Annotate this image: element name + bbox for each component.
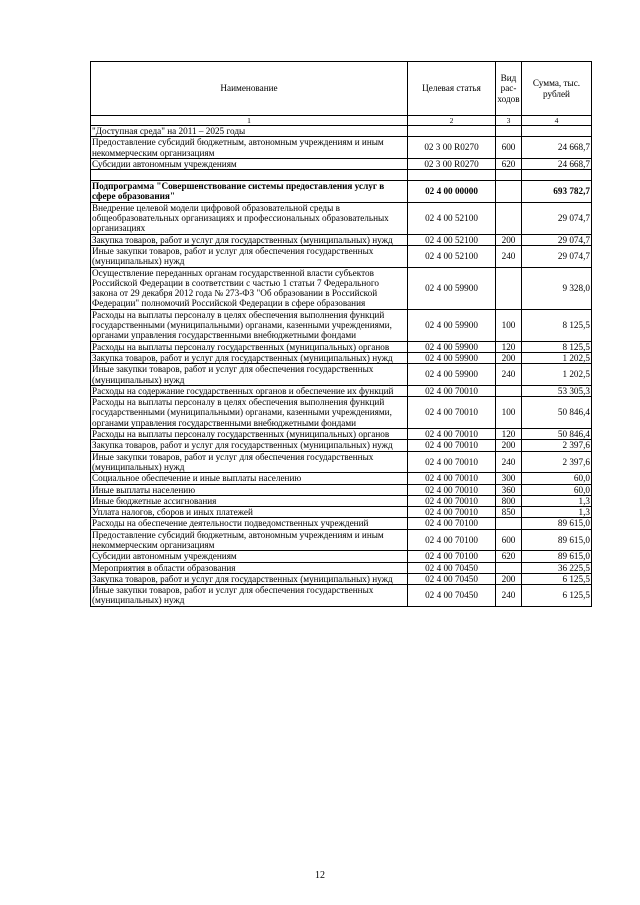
- row-expense-kind: 240: [496, 585, 522, 607]
- row-target-code: 02 4 00 70010: [408, 440, 496, 451]
- row-expense-kind: [496, 385, 522, 396]
- row-target-code: [408, 170, 496, 181]
- row-sum: 36 225,5: [522, 562, 592, 573]
- row-sum: 24 668,7: [522, 137, 592, 159]
- row-expense-kind: [496, 202, 522, 234]
- row-expense-kind: [496, 181, 522, 203]
- row-target-code: 02 4 00 70100: [408, 518, 496, 529]
- row-target-code: 02 4 00 70010: [408, 397, 496, 429]
- row-target-code: 02 4 00 52100: [408, 234, 496, 245]
- row-name: Предоставление субсидий бюджетным, автономным учреждениям и иным некоммерческим организациям: [91, 529, 408, 551]
- table-row: [91, 181, 592, 203]
- row-name: Иные закупки товаров, работ и услуг для обеспечения государственных (муниципальных) нужд: [91, 585, 408, 607]
- row-name: Расходы на выплаты персоналу в целях обеспечения выполнения функций государственными (муниципальными) органами, казенными учреждениями, органами управления государственными внебюджетными фондами: [91, 397, 408, 429]
- row-name: Мероприятия в области образования: [91, 562, 408, 573]
- row-target-code: [408, 126, 496, 137]
- budget-table: [90, 61, 592, 607]
- row-target-code: 02 4 00 59900: [408, 364, 496, 386]
- table-row: [91, 451, 592, 473]
- table-row: [91, 352, 592, 363]
- header-sum: Сумма, тыс. рублей: [522, 62, 592, 116]
- row-sum: 8 125,5: [522, 309, 592, 341]
- row-expense-kind: 200: [496, 440, 522, 451]
- row-expense-kind: [496, 267, 522, 309]
- row-name: Расходы на содержание государственных органов и обеспечение их функций: [91, 385, 408, 396]
- table-row: [91, 473, 592, 484]
- table-row: [91, 126, 592, 137]
- table-row: [91, 385, 592, 396]
- row-target-code: 02 4 00 52100: [408, 202, 496, 234]
- row-target-code: 02 4 00 70450: [408, 585, 496, 607]
- table-row: [91, 137, 592, 159]
- row-target-code: 02 4 00 70100: [408, 529, 496, 551]
- row-name: Расходы на выплаты персоналу государственных (муниципальных) органов: [91, 341, 408, 352]
- row-name: Внедрение целевой модели цифровой образовательной среды в общеобразовательных организациях и профессиональных образовательных организациях: [91, 202, 408, 234]
- row-sum: 50 846,4: [522, 429, 592, 440]
- row-sum: 6 125,5: [522, 573, 592, 584]
- table-row: [91, 267, 592, 309]
- table-row: [91, 202, 592, 234]
- column-number: 3: [496, 116, 522, 126]
- row-sum: 2 397,6: [522, 451, 592, 473]
- row-sum: 1 202,5: [522, 364, 592, 386]
- column-number-row: [91, 116, 592, 126]
- row-expense-kind: 360: [496, 484, 522, 495]
- row-sum: 1,3: [522, 495, 592, 506]
- row-sum: 89 615,0: [522, 518, 592, 529]
- row-sum: 6 125,5: [522, 585, 592, 607]
- table-row: [91, 529, 592, 551]
- row-name: Подпрограмма "Совершенствование системы предоставления услуг в сфере образования": [91, 181, 408, 203]
- header-name: Наименование: [91, 62, 408, 116]
- row-sum: 29 074,7: [522, 245, 592, 267]
- row-expense-kind: 200: [496, 234, 522, 245]
- table-row: [91, 495, 592, 506]
- row-sum: [522, 170, 592, 181]
- row-name: Закупка товаров, работ и услуг для государственных (муниципальных) нужд: [91, 234, 408, 245]
- table-row: [91, 551, 592, 562]
- row-expense-kind: 850: [496, 507, 522, 518]
- table-header-row: [91, 62, 592, 116]
- row-target-code: 02 4 00 59900: [408, 352, 496, 363]
- row-sum: 60,0: [522, 473, 592, 484]
- row-expense-kind: [496, 170, 522, 181]
- table-row: [91, 234, 592, 245]
- row-sum: [522, 126, 592, 137]
- row-expense-kind: 600: [496, 529, 522, 551]
- header-target: Целевая статья: [408, 62, 496, 116]
- table-row: [91, 397, 592, 429]
- row-name: Уплата налогов, сборов и иных платежей: [91, 507, 408, 518]
- table-row: [91, 341, 592, 352]
- row-target-code: 02 4 00 59900: [408, 267, 496, 309]
- table-row: [91, 245, 592, 267]
- row-sum: 9 328,0: [522, 267, 592, 309]
- row-sum: 50 846,4: [522, 397, 592, 429]
- column-number: 1: [91, 116, 408, 126]
- row-expense-kind: 240: [496, 245, 522, 267]
- row-name: Закупка товаров, работ и услуг для государственных (муниципальных) нужд: [91, 440, 408, 451]
- row-expense-kind: 620: [496, 551, 522, 562]
- row-sum: 89 615,0: [522, 551, 592, 562]
- row-target-code: 02 4 00 00000: [408, 181, 496, 203]
- row-name: Расходы на обеспечение деятельности подведомственных учреждений: [91, 518, 408, 529]
- row-name: Расходы на выплаты персоналу в целях обеспечения выполнения функций государственными (муниципальными) органами, казенными учреждениями, органами управления государственными внебюджетными фондами: [91, 309, 408, 341]
- table-row: [91, 484, 592, 495]
- row-name: Осуществление переданных органам государственной власти субъектов Российской Федерации в соответствии с частью 1 статьи 7 Федерального закона от 29 декабря 2012 года № 273-ФЗ "Об образовании в Российской Федерации" полномочий Российской Федерации в сфере образования: [91, 267, 408, 309]
- table-row: [91, 309, 592, 341]
- row-target-code: 02 4 00 70010: [408, 385, 496, 396]
- table-row: [91, 364, 592, 386]
- row-name: Иные закупки товаров, работ и услуг для обеспечения государственных (муниципальных) нужд: [91, 451, 408, 473]
- table-row: [91, 562, 592, 573]
- document-page: [90, 61, 591, 607]
- page-number: 12: [315, 870, 325, 881]
- row-sum: 2 397,6: [522, 440, 592, 451]
- row-target-code: 02 4 00 70010: [408, 451, 496, 473]
- row-target-code: 02 4 00 52100: [408, 245, 496, 267]
- row-sum: 24 668,7: [522, 158, 592, 169]
- row-name: Иные бюджетные ассигнования: [91, 495, 408, 506]
- row-name: Субсидии автономным учреждениям: [91, 551, 408, 562]
- row-name: "Доступная среда" на 2011 – 2025 годы: [91, 126, 408, 137]
- row-target-code: 02 3 00 R0270: [408, 137, 496, 159]
- row-expense-kind: [496, 562, 522, 573]
- row-expense-kind: [496, 126, 522, 137]
- table-row: [91, 573, 592, 584]
- table-body: [91, 126, 592, 607]
- row-target-code: 02 4 00 70010: [408, 484, 496, 495]
- row-name: Иные выплаты населению: [91, 484, 408, 495]
- row-target-code: 02 4 00 59900: [408, 309, 496, 341]
- row-name: Закупка товаров, работ и услуг для государственных (муниципальных) нужд: [91, 352, 408, 363]
- column-number: 4: [522, 116, 592, 126]
- table-row: [91, 158, 592, 169]
- row-expense-kind: 200: [496, 352, 522, 363]
- row-expense-kind: 240: [496, 364, 522, 386]
- row-target-code: 02 4 00 70010: [408, 507, 496, 518]
- row-expense-kind: 100: [496, 309, 522, 341]
- row-expense-kind: 800: [496, 495, 522, 506]
- table-row: [91, 518, 592, 529]
- row-name: Социальное обеспечение и иные выплаты населению: [91, 473, 408, 484]
- header-kind: Вид рас-ходов: [496, 62, 522, 116]
- table-row: [91, 585, 592, 607]
- row-sum: 89 615,0: [522, 529, 592, 551]
- table-row: [91, 507, 592, 518]
- row-name: Субсидии автономным учреждениям: [91, 158, 408, 169]
- row-sum: 53 305,3: [522, 385, 592, 396]
- table-row: [91, 170, 592, 181]
- table-row: [91, 440, 592, 451]
- row-target-code: 02 4 00 59900: [408, 341, 496, 352]
- row-target-code: 02 4 00 70450: [408, 562, 496, 573]
- row-target-code: 02 4 00 70010: [408, 429, 496, 440]
- row-expense-kind: [496, 518, 522, 529]
- row-target-code: 02 4 00 70010: [408, 495, 496, 506]
- row-target-code: 02 4 00 70450: [408, 573, 496, 584]
- row-name: Иные закупки товаров, работ и услуг для обеспечения государственных (муниципальных) нужд: [91, 245, 408, 267]
- row-name: [91, 170, 408, 181]
- row-expense-kind: 200: [496, 573, 522, 584]
- row-target-code: 02 4 00 70100: [408, 551, 496, 562]
- row-expense-kind: 620: [496, 158, 522, 169]
- row-sum: 693 782,7: [522, 181, 592, 203]
- table-row: [91, 429, 592, 440]
- column-number: 2: [408, 116, 496, 126]
- row-target-code: 02 4 00 70010: [408, 473, 496, 484]
- row-expense-kind: 120: [496, 341, 522, 352]
- row-target-code: 02 3 00 R0270: [408, 158, 496, 169]
- row-expense-kind: 120: [496, 429, 522, 440]
- row-name: Закупка товаров, работ и услуг для государственных (муниципальных) нужд: [91, 573, 408, 584]
- row-name: Предоставление субсидий бюджетным, автономным учреждениям и иным некоммерческим организациям: [91, 137, 408, 159]
- row-name: Иные закупки товаров, работ и услуг для обеспечения государственных (муниципальных) нужд: [91, 364, 408, 386]
- row-sum: 1,3: [522, 507, 592, 518]
- row-expense-kind: 100: [496, 397, 522, 429]
- row-sum: 1 202,5: [522, 352, 592, 363]
- row-sum: 8 125,5: [522, 341, 592, 352]
- row-expense-kind: 240: [496, 451, 522, 473]
- row-sum: 60,0: [522, 484, 592, 495]
- row-expense-kind: 300: [496, 473, 522, 484]
- row-expense-kind: 600: [496, 137, 522, 159]
- row-name: Расходы на выплаты персоналу государственных (муниципальных) органов: [91, 429, 408, 440]
- row-sum: 29 074,7: [522, 202, 592, 234]
- row-sum: 29 074,7: [522, 234, 592, 245]
